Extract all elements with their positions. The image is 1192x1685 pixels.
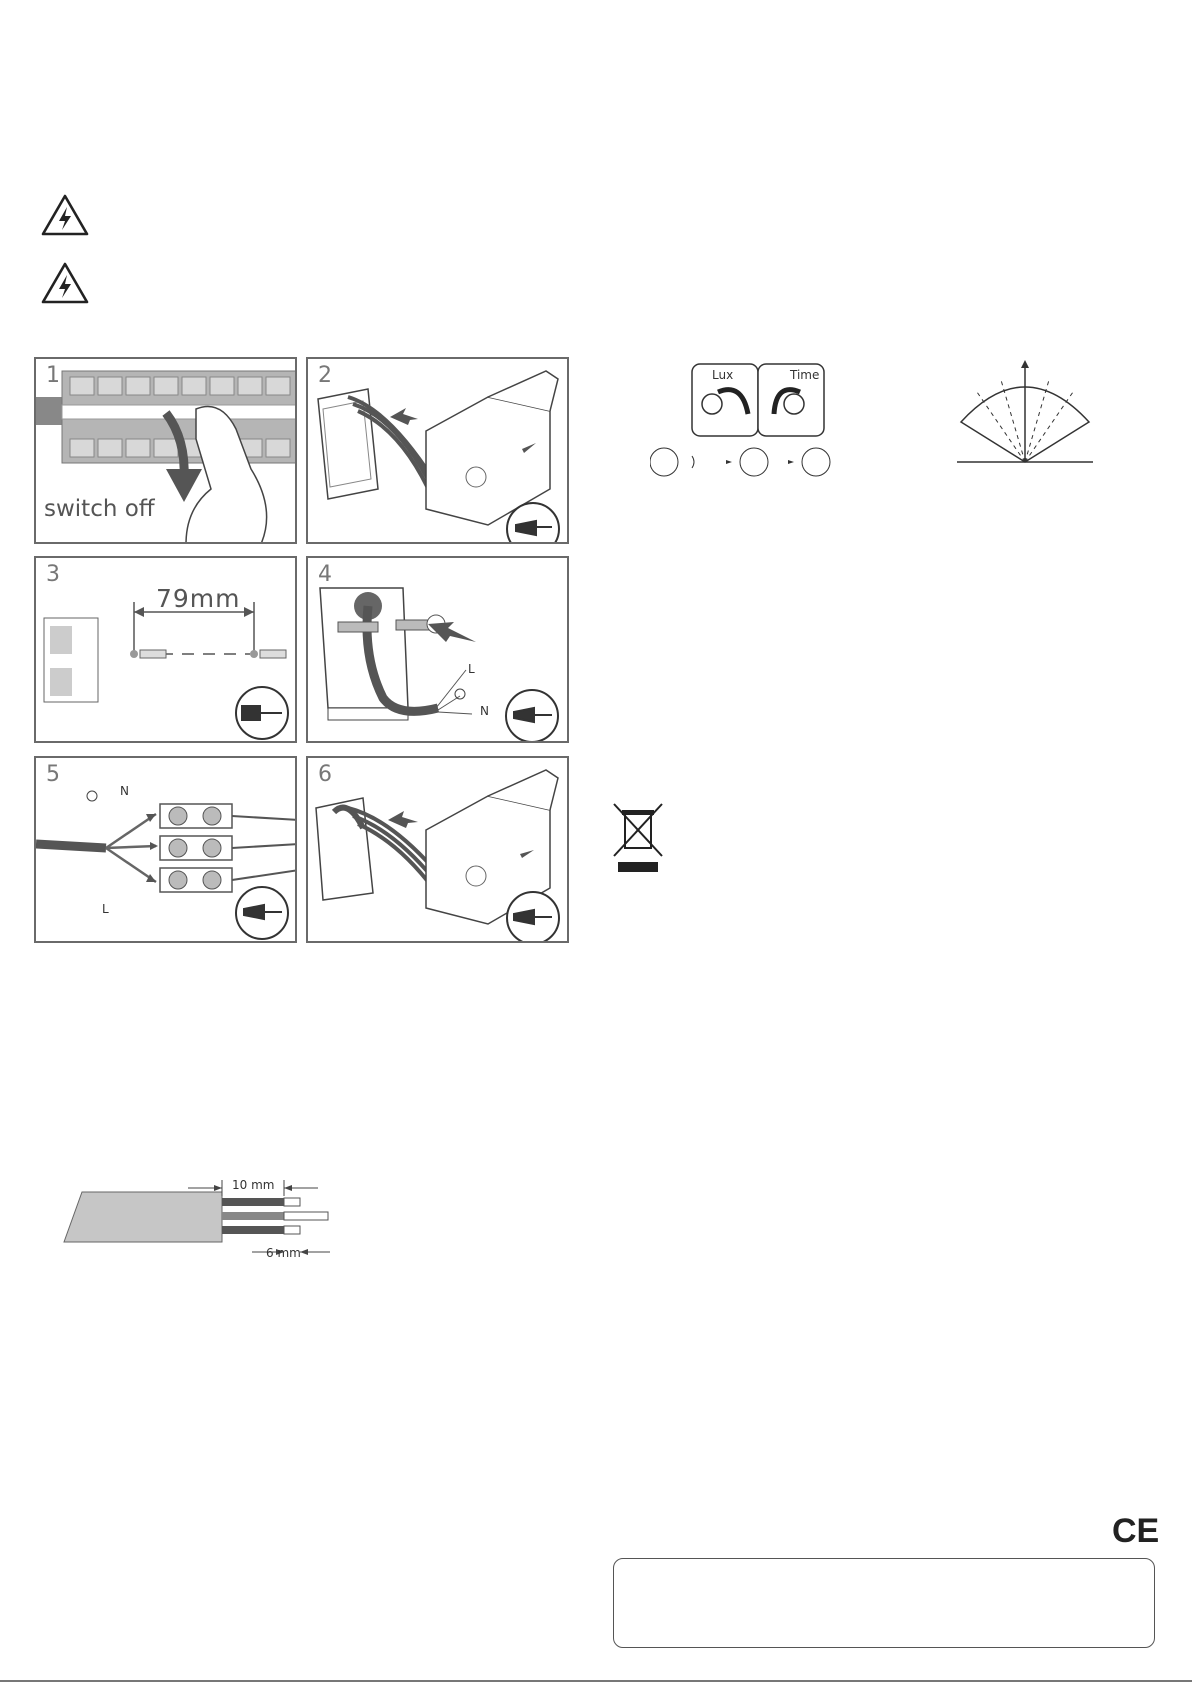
cable-strip-diagram: [62, 1172, 362, 1260]
step-number: 2: [318, 363, 332, 388]
mounting-illustration: [308, 558, 569, 743]
time-label: Time: [790, 368, 820, 382]
detection-range-diagram: [955, 360, 1095, 465]
step-number: 1: [46, 363, 60, 388]
strip-length-label: 10 mm: [232, 1178, 275, 1192]
warning-electric-icon: [40, 261, 90, 305]
open-housing-illustration: [308, 359, 569, 544]
hole-distance-label: 79mm: [156, 584, 241, 613]
ce-mark: CE: [1112, 1512, 1160, 1550]
step-4-panel: [306, 556, 569, 743]
step-number: 5: [46, 762, 60, 787]
step-number: 4: [318, 562, 332, 587]
step-2-panel: [306, 357, 569, 544]
weee-bin-icon: [612, 800, 664, 872]
step-1-panel: [34, 357, 297, 544]
wire-l-label: L: [468, 662, 475, 676]
wire-n-label: N: [120, 784, 129, 798]
ground-icon: [455, 689, 465, 699]
wire-l-label: L: [102, 902, 109, 916]
step-number: 3: [46, 562, 60, 587]
closing-housing-illustration: [308, 758, 569, 943]
step-number: 6: [318, 762, 332, 787]
lux-label: Lux: [712, 368, 734, 382]
warning-electric-icon: [40, 193, 90, 237]
terminal-wiring-illustration: [36, 758, 297, 943]
step-5-panel: [34, 756, 297, 943]
step-3-panel: [34, 556, 297, 743]
step-6-panel: [306, 756, 569, 943]
info-box: [613, 1558, 1155, 1648]
bottom-rule: [0, 1680, 1192, 1682]
wire-n-label: N: [480, 704, 489, 718]
switch-off-label: switch off: [44, 496, 155, 522]
ground-icon: [87, 791, 97, 801]
core-length-label: 6 mm: [266, 1246, 301, 1260]
sensor-settings-diagram: [650, 362, 850, 482]
